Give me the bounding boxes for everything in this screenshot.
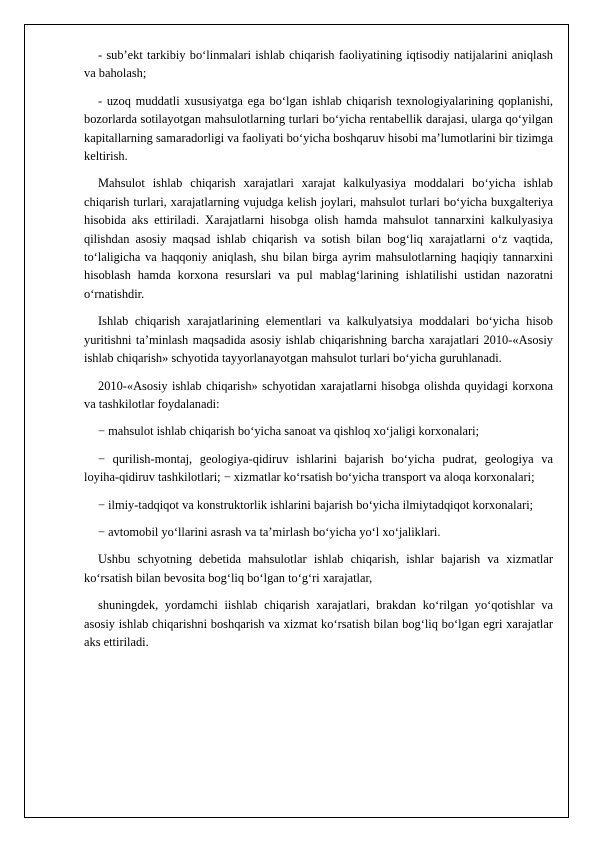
list-item: − avtomobil yo‘llarini asrash va ta’mirlash bo‘yicha yo‘l xo‘jaliklari.: [98, 524, 441, 539]
paragraph: shuningdek, yordamchi iishlab chiqarish xarajatlari, brakdan ko‘rilgan yo‘qotishlar va asosiy ishlab chiqarishni boshqarish va xizmat ko‘rsatish bilan bog‘liq bo‘lgan egri xarajatlar aks ettiriladi.: [84, 598, 553, 649]
paragraph: - uzoq muddatli xususiyatga ega bo‘lgan ishlab chiqarish texnologiyalarining qoplanishi, bozorlarda sotilayotgan mahsulotlarning turlari bo‘yicha rentabellik darajasi, ularga qo‘yilgan kapitallarning samaradorligi va faoliyati bo‘yicha boshqaruv hisobi ma’lumotlarini bir tizimga keltirish.: [84, 93, 553, 164]
paragraph: Ushbu schyotning debetida mahsulotlar ishlab chiqarish, ishlar bajarish va xizmatlar ko‘rsatish bilan bevosita bog‘liq bo‘lgan to‘g‘ri xarajatlar,: [84, 552, 553, 585]
paragraph: - sub’ekt tarkibiy bo‘linmalari ishlab chiqarish faoliyatining iqtisodiy natijalarini aniqlash va baholash;: [84, 48, 553, 81]
list-item: − qurilish-montaj, geologiya-qidiruv ishlarini bajarish bo‘yicha pudrat, geologiya va loyiha-qidiruv tashkilotlari; − xizmatlar ko‘rsatish bo‘yicha transport va aloqa korxonalari;: [84, 451, 553, 485]
list-item: − ilmiy-tadqiqot va konstruktorlik ishlarini bajarish bo‘yicha ilmiytadqiqot korxonalari;: [98, 497, 534, 512]
document-body: [84, 46, 553, 660]
list-item: − mahsulot ishlab chiqarish bo‘yicha sanoat va qishloq xo‘jaligi korxonalari;: [98, 424, 480, 439]
paragraph: 2010-«Asosiy ishlab chiqarish» schyotidan xarajatlarni hisobga olishda quyidagi korxona va tashkilotlar foydalanadi:: [84, 378, 553, 411]
paragraph: Mahsulot ishlab chiqarish xarajatlari xarajat kalkulyasiya moddalari bo‘yicha ishlab chiqarish turlari, xarajatlarning vujudga kelish joylari, mahsulot turlari bo‘yicha buxgalteriya hisobida aks ettiriladi. Xarajatlarni hisobga olish hamda mahsulot tannarxini kalkulyasiya qilishdan asosiy maqsad ishlab chiqarish va sotish bilan bog‘liq xarajatlarni o‘z vaqtida, to‘laligicha va haqqoniy aniqlash, shu bilan birga ayrim mahsulotlarning haqiqiy tannarxini hisoblash hamda korxona resurslari va pul mablag‘larining ishlatilishi ustidan nazoratni o‘rnatishdir.: [84, 176, 553, 301]
paragraph: Ishlab chiqarish xarajatlarining elementlari va kalkulyatsiya moddalari bo‘yicha hisob yuritishni ta’minlash maqsadida asosiy ishlab chiqarishning barcha xarajatlari 2010-«Asosiy ishlab chiqarish» schyotida tayyorlanayotgan mahsulot turlari bo‘yicha guruhlanadi.: [84, 314, 553, 366]
